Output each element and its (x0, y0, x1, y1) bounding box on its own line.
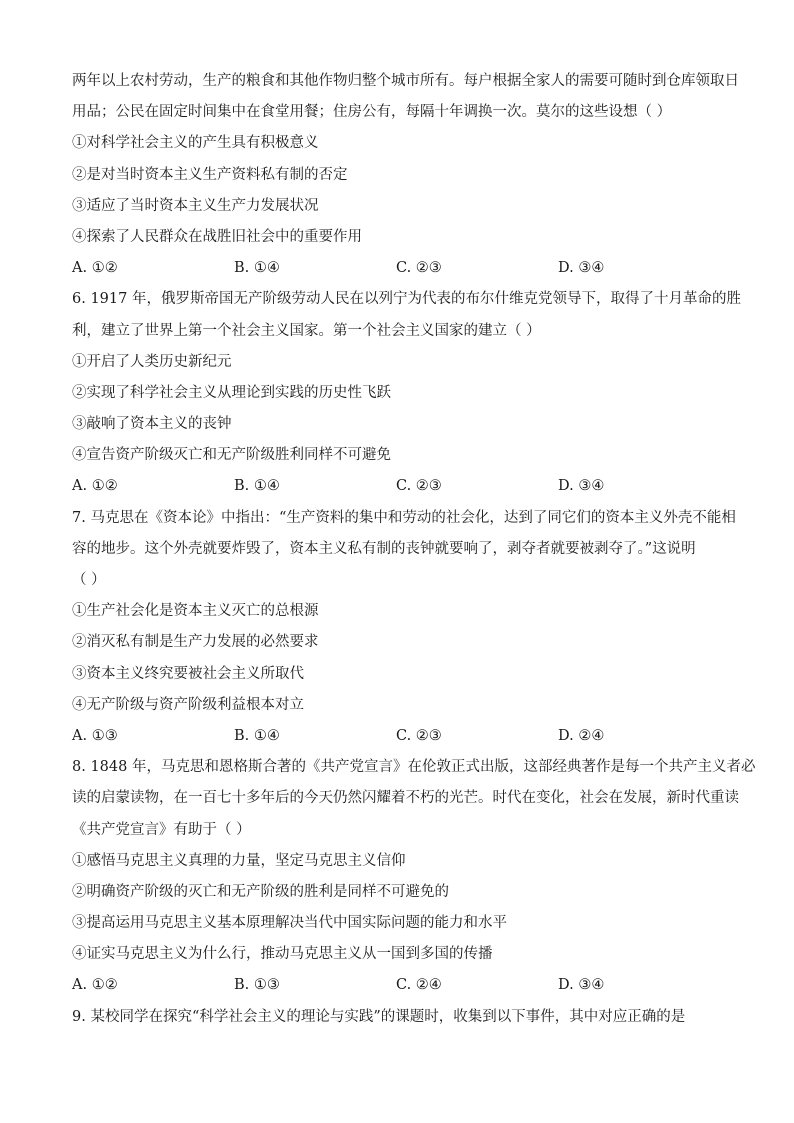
q5-option-a[interactable]: A. ①② (72, 260, 118, 277)
q9-stem-line-1: 9. 某校同学在探究“科学社会主义的理论与实践”的课题时，收集到以下事件，其中对应正确的是 (72, 1008, 686, 1025)
q7-options (72, 721, 722, 752)
q7-item-4: ④无产阶级与资产阶级利益根本对立 (72, 696, 304, 713)
q7-stem-line-3: （ ） (72, 572, 106, 588)
q6-option-d[interactable]: D. ③④ (558, 478, 605, 495)
q6-stem-line-1: 6. 1917 年，俄罗斯帝国无产阶级劳动人民在以列宁为代表的布尔什维克党领导下，取得了十月革命的胜 (72, 291, 741, 308)
q8-options (72, 970, 722, 1001)
q8-stem-line-2: 读的启蒙读物，在一百七十多年后的今天仍然闪耀着不朽的光芒。时代在变化，社会在发展，新时代重读 (72, 790, 739, 807)
question-5 (72, 66, 739, 284)
q5-option-c[interactable]: C. ②③ (396, 260, 442, 277)
q6-item-4: ④宣告资产阶级灭亡和无产阶级胜利同样不可避免 (72, 447, 391, 464)
q8-option-a[interactable]: A. ①② (72, 977, 118, 994)
question-8 (72, 752, 756, 1002)
q8-item-3: ③提高运用马克思主义基本原理解决当代中国实际问题的能力和水平 (72, 915, 507, 932)
q5-stem-line-1: 两年以上农村劳动，生产的粮食和其他作物归整个城市所有。每户根据全家人的需要可随时到仓库领取日 (72, 73, 739, 89)
q8-item-2: ②明确资产阶级的灭亡和无产阶级的胜利是同样不可避免的 (72, 883, 449, 900)
q8-option-b[interactable]: B. ①③ (234, 977, 280, 994)
q6-option-c[interactable]: C. ②③ (396, 478, 442, 495)
q8-item-4: ④证实马克思主义为什么行，推动马克思主义从一国到多国的传播 (72, 946, 493, 963)
q6-item-1: ①开启了人类历史新纪元 (72, 353, 232, 370)
q7-option-d[interactable]: D. ②④ (558, 727, 605, 744)
q5-option-d[interactable]: D. ③④ (558, 260, 605, 277)
q5-options (72, 253, 722, 284)
q5-item-1: ①对科学社会主义的产生具有积极意义 (72, 135, 319, 152)
q5-item-3: ③适应了当时资本主义生产力发展状况 (72, 197, 319, 214)
question-7 (72, 503, 736, 753)
q5-option-b[interactable]: B. ①④ (234, 260, 280, 277)
q8-option-c[interactable]: C. ②④ (396, 977, 442, 994)
q7-option-a[interactable]: A. ①③ (72, 727, 118, 744)
q5-item-4: ④探索了人民群众在战胜旧社会中的重要作用 (72, 228, 362, 245)
q6-option-b[interactable]: B. ①④ (234, 478, 280, 495)
q7-item-1: ①生产社会化是资本主义灭亡的总根源 (72, 603, 319, 620)
q7-item-3: ③资本主义终究要被社会主义所取代 (72, 665, 304, 682)
q6-options (72, 471, 722, 502)
q8-option-d[interactable]: D. ③④ (558, 977, 605, 994)
q7-stem-line-2: 容的地步。这个外壳就要炸毁了，资本主义私有制的丧钟就要响了，剥夺者就要被剥夺了。”这说明 (72, 540, 696, 557)
q5-stem-line-2: 用品；公民在固定时间集中在食堂用餐；住房公有，每隔十年调换一次。莫尔的这些设想（ ） (72, 104, 672, 121)
q6-item-3: ③敲响了资本主义的丧钟 (72, 416, 232, 433)
question-9 (72, 1002, 722, 1033)
question-6 (72, 284, 741, 502)
q5-item-2: ②是对当时资本主义生产资料私有制的否定 (72, 166, 348, 183)
q6-item-2: ②实现了科学社会主义从理论到实践的历史性飞跃 (72, 384, 391, 401)
q6-option-a[interactable]: A. ①② (72, 478, 118, 495)
q8-stem-line-1: 8. 1848 年，马克思和恩格斯合著的《共产党宣言》在伦敦正式出版，这部经典著作是每一个共产主义者必 (72, 759, 756, 776)
document-page (72, 66, 756, 1033)
q6-stem-line-2: 利，建立了世界上第一个社会主义国家。第一个社会主义国家的建立（ ） (72, 322, 541, 339)
q7-option-b[interactable]: B. ①④ (234, 727, 280, 744)
q7-item-2: ②消灭私有制是生产力发展的必然要求 (72, 634, 319, 651)
q7-option-c[interactable]: C. ②③ (396, 727, 442, 744)
q7-stem-line-1: 7. 马克思在《资本论》中指出：“生产资料的集中和劳动的社会化，达到了同它们的资本主义外壳不能相 (72, 509, 736, 526)
q8-item-1: ①感悟马克思主义真理的力量，坚定马克思主义信仰 (72, 852, 406, 869)
q8-stem-line-3: 《共产党宣言》有助于（ ） (72, 821, 251, 838)
